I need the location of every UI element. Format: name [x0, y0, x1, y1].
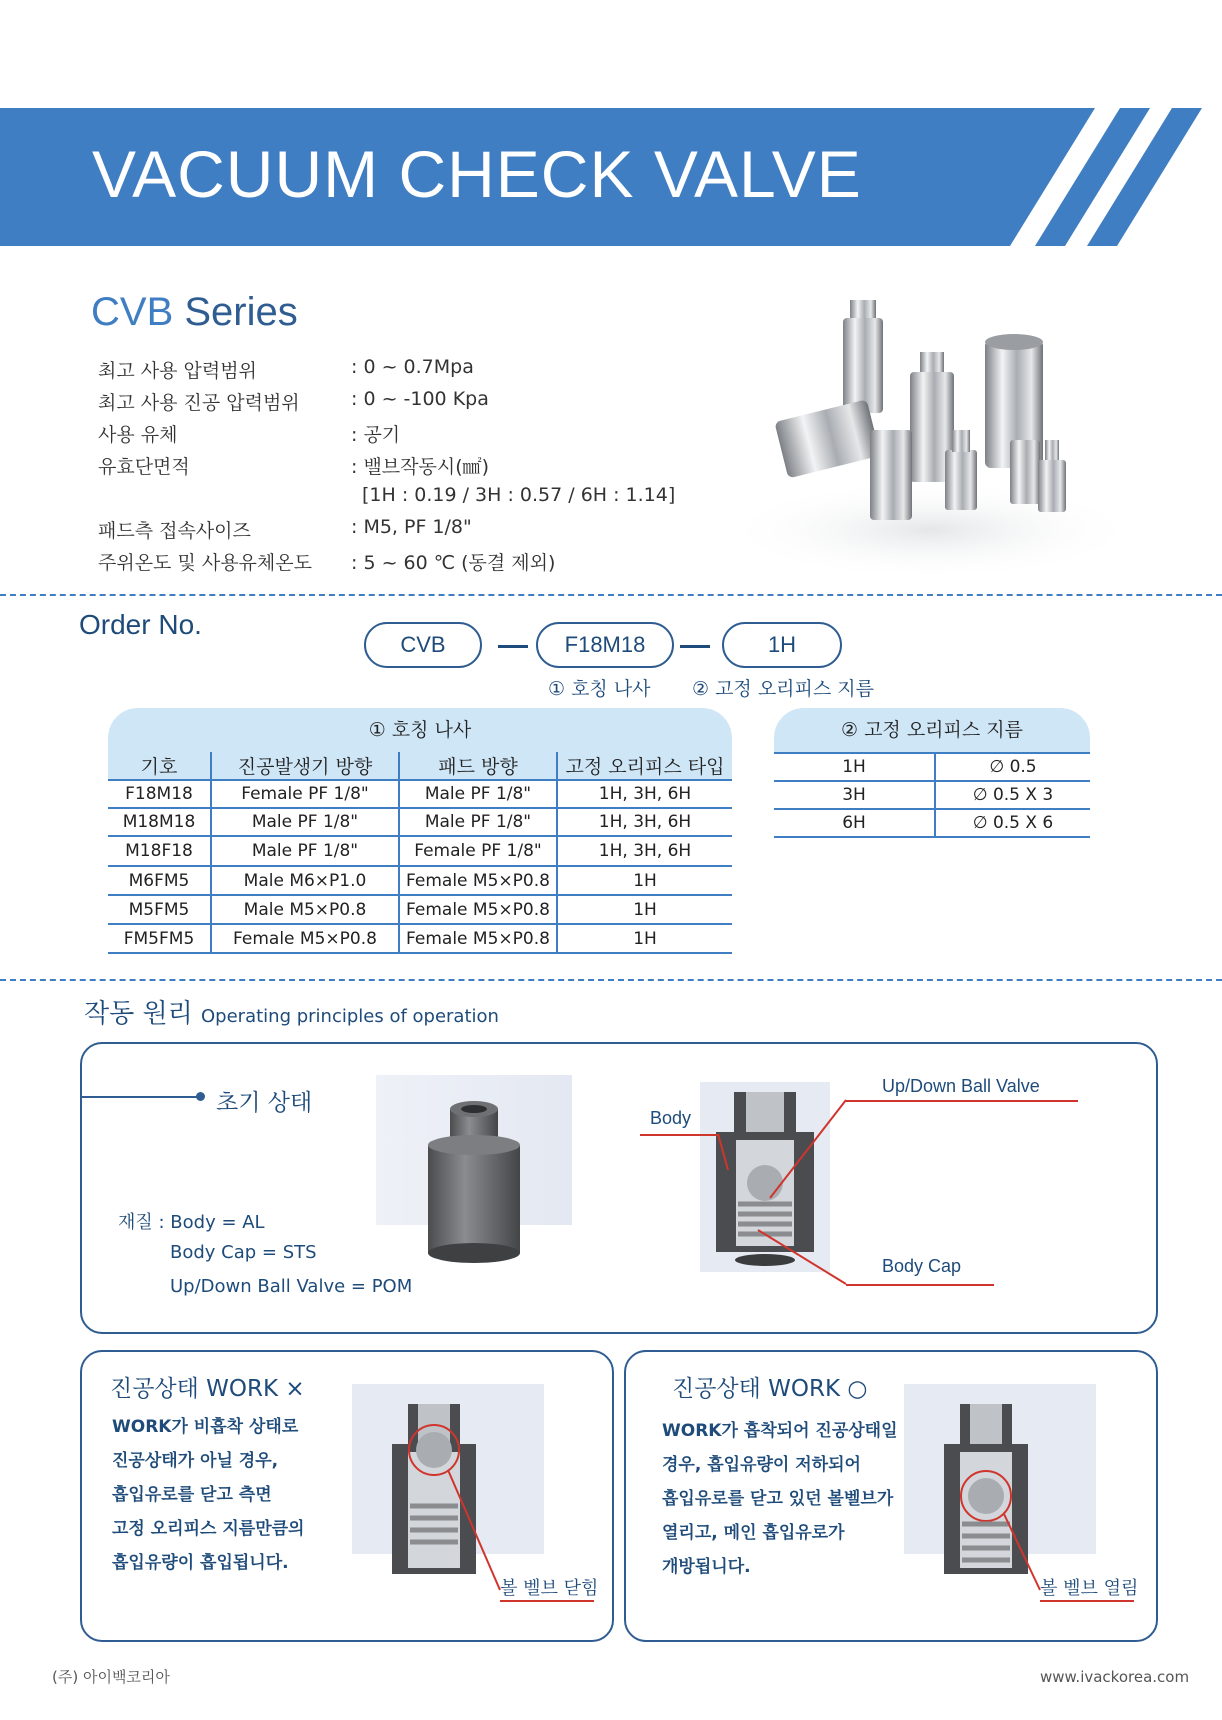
- table-row: [774, 753, 1090, 781]
- table-cell: 1H: [557, 895, 732, 924]
- table-cell: FM5FM5: [108, 924, 211, 953]
- footer-company: (주) 아이백코리아: [52, 1668, 170, 1686]
- order-separator: [498, 645, 528, 648]
- description-line: 고정 오리피스 지름만큼의: [112, 1519, 305, 1539]
- product-photo: [720, 290, 1140, 580]
- table-cell: Female PF 1/8": [211, 780, 399, 808]
- table-row: [774, 809, 1090, 837]
- orifice-table: [774, 752, 1090, 838]
- order-separator: [680, 645, 710, 648]
- spec-label: 유효단면적: [98, 456, 190, 478]
- thread-table: [108, 752, 732, 954]
- tag-underline: [1040, 1600, 1134, 1602]
- table-cell: 6H: [774, 809, 935, 837]
- ball-closed-tag: 볼 벨브 닫힘: [500, 1578, 599, 1599]
- table-cell: 1H: [557, 924, 732, 953]
- ball-open-tag: 볼 벨브 열림: [1040, 1578, 1139, 1599]
- table-cell: Female M5×P0.8: [399, 895, 557, 924]
- operating-title: [84, 993, 499, 1030]
- orifice-table-title: ② 고정 오리피스 지름: [774, 708, 1090, 752]
- callout-ball-valve: Up/Down Ball Valve: [882, 1076, 1040, 1096]
- description-line: 흡입유로를 닫고 측면: [112, 1485, 272, 1505]
- initial-state-label: 초기 상태: [216, 1090, 313, 1116]
- table-cell: 3H: [774, 781, 935, 809]
- section-divider: [0, 979, 1222, 981]
- work-o-title: 진공상태 WORK ○: [672, 1376, 868, 1402]
- table-cell: Male PF 1/8": [399, 780, 557, 808]
- description-line: 흡입유로를 닫고 있던 볼벨브가: [662, 1489, 894, 1509]
- table-cell: Female M5×P0.8: [399, 924, 557, 953]
- spec-label: 패드측 접속사이즈: [98, 520, 251, 542]
- series-suffix: Series: [173, 290, 298, 334]
- spec-label: 사용 유체: [98, 424, 178, 446]
- table-header-row: [108, 752, 732, 780]
- description-line: 개방됩니다.: [662, 1557, 751, 1577]
- spec-label: 최고 사용 진공 압력범위: [98, 392, 300, 414]
- order-code-orifice: 1H: [722, 622, 842, 668]
- operating-title-ko: 작동 원리: [84, 999, 193, 1029]
- spec-value: : 0 ~ -100 Kpa: [351, 388, 489, 410]
- order-title: Order No.: [79, 609, 202, 640]
- work-x-title: 진공상태 WORK ×: [110, 1376, 305, 1402]
- table-cell: Female M5×P0.8: [211, 924, 399, 953]
- work-o-description: [662, 1414, 898, 1584]
- callout-body: Body: [650, 1108, 692, 1128]
- label-leader-line: [82, 1096, 198, 1098]
- table-cell: Male M6×P1.0: [211, 866, 399, 895]
- order-code-thread: F18M18: [536, 622, 674, 668]
- table-cell: M6FM5: [108, 866, 211, 895]
- description-line: 경우, 흡입유량이 저하되어: [662, 1455, 861, 1475]
- spec-label: 주위온도 및 사용유체온도: [98, 552, 312, 574]
- tag-underline: [500, 1600, 594, 1602]
- table-cell: Female M5×P0.8: [399, 866, 557, 895]
- table-cell: M5FM5: [108, 895, 211, 924]
- bullet-dot: [196, 1092, 205, 1101]
- column-header: 패드 방향: [399, 752, 557, 780]
- description-line: 흡입유량이 흡입됩니다.: [112, 1553, 289, 1573]
- series-prefix: CVB: [91, 290, 174, 334]
- work-x-description: [112, 1410, 304, 1580]
- order-note-orifice: ② 고정 오리피스 지름: [692, 678, 874, 700]
- column-header: 진공발생기 방향: [211, 752, 399, 780]
- table-cell: Male PF 1/8": [211, 836, 399, 866]
- spec-value: : M5, PF 1/8": [351, 516, 472, 538]
- material-line: Up/Down Ball Valve = POM: [170, 1276, 413, 1297]
- table-row: [774, 781, 1090, 809]
- valve-open-section: [904, 1384, 1104, 1604]
- table-cell: Female PF 1/8": [399, 836, 557, 866]
- valve-3d-render: [370, 1075, 580, 1275]
- order-code-series: CVB: [364, 622, 482, 668]
- spec-value: [1H : 0.19 / 3H : 0.57 / 6H : 1.14]: [362, 484, 676, 506]
- page-title: VACUUM CHECK VALVE: [92, 137, 862, 211]
- table-cell: ∅ 0.5 X 6: [935, 809, 1090, 837]
- table-cell: M18F18: [108, 836, 211, 866]
- callout-line: [846, 1100, 1078, 1102]
- table-cell: 1H, 3H, 6H: [557, 780, 732, 808]
- table-cell: ∅ 0.5: [935, 753, 1090, 781]
- table-cell: 1H: [774, 753, 935, 781]
- table-row: [108, 836, 732, 866]
- table-cell: F18M18: [108, 780, 211, 808]
- thread-table-title: ① 호칭 나사: [108, 708, 732, 752]
- table-cell: 1H, 3H, 6H: [557, 836, 732, 866]
- callout-line: [846, 1284, 994, 1286]
- callout-leaders: [640, 1098, 860, 1288]
- table-row: [108, 924, 732, 953]
- description-line: WORK가 비흡착 상태로: [112, 1417, 299, 1437]
- spec-value: : 공기: [351, 424, 401, 446]
- order-note-thread: ① 호칭 나사: [548, 678, 651, 700]
- series-title: [91, 290, 298, 335]
- column-header: 기호: [108, 752, 211, 780]
- material-line: Body Cap = STS: [170, 1242, 317, 1263]
- spec-value: : 밸브작동시(㎟): [351, 456, 490, 478]
- spec-value: : 0 ~ 0.7Mpa: [351, 356, 474, 378]
- table-cell: Male M5×P0.8: [211, 895, 399, 924]
- table-row: [108, 895, 732, 924]
- operating-subtitle: Operating principles of operation: [201, 1006, 499, 1027]
- valve-closed-section: [352, 1384, 552, 1604]
- column-header: 고정 오리피스 타입: [557, 752, 732, 780]
- footer-website: www.ivackorea.com: [1040, 1668, 1190, 1686]
- table-cell: ∅ 0.5 X 3: [935, 781, 1090, 809]
- table-row: [108, 780, 732, 808]
- table-cell: 1H: [557, 866, 732, 895]
- spec-value: : 5 ~ 60 ℃ (동결 제외): [351, 552, 556, 574]
- description-line: 진공상태가 아닐 경우,: [112, 1451, 279, 1471]
- table-row: [108, 808, 732, 836]
- description-line: WORK가 흡착되어 진공상태일: [662, 1421, 898, 1441]
- spec-label: 최고 사용 압력범위: [98, 360, 257, 382]
- table-row: [108, 866, 732, 895]
- table-cell: 1H, 3H, 6H: [557, 808, 732, 836]
- callout-body-cap: Body Cap: [882, 1256, 962, 1276]
- material-line: 재질 : Body = AL: [118, 1212, 265, 1233]
- table-cell: M18M18: [108, 808, 211, 836]
- table-cell: Male PF 1/8": [211, 808, 399, 836]
- table-cell: Male PF 1/8": [399, 808, 557, 836]
- section-divider: [0, 594, 1222, 596]
- description-line: 열리고, 메인 흡입유로가: [662, 1523, 845, 1543]
